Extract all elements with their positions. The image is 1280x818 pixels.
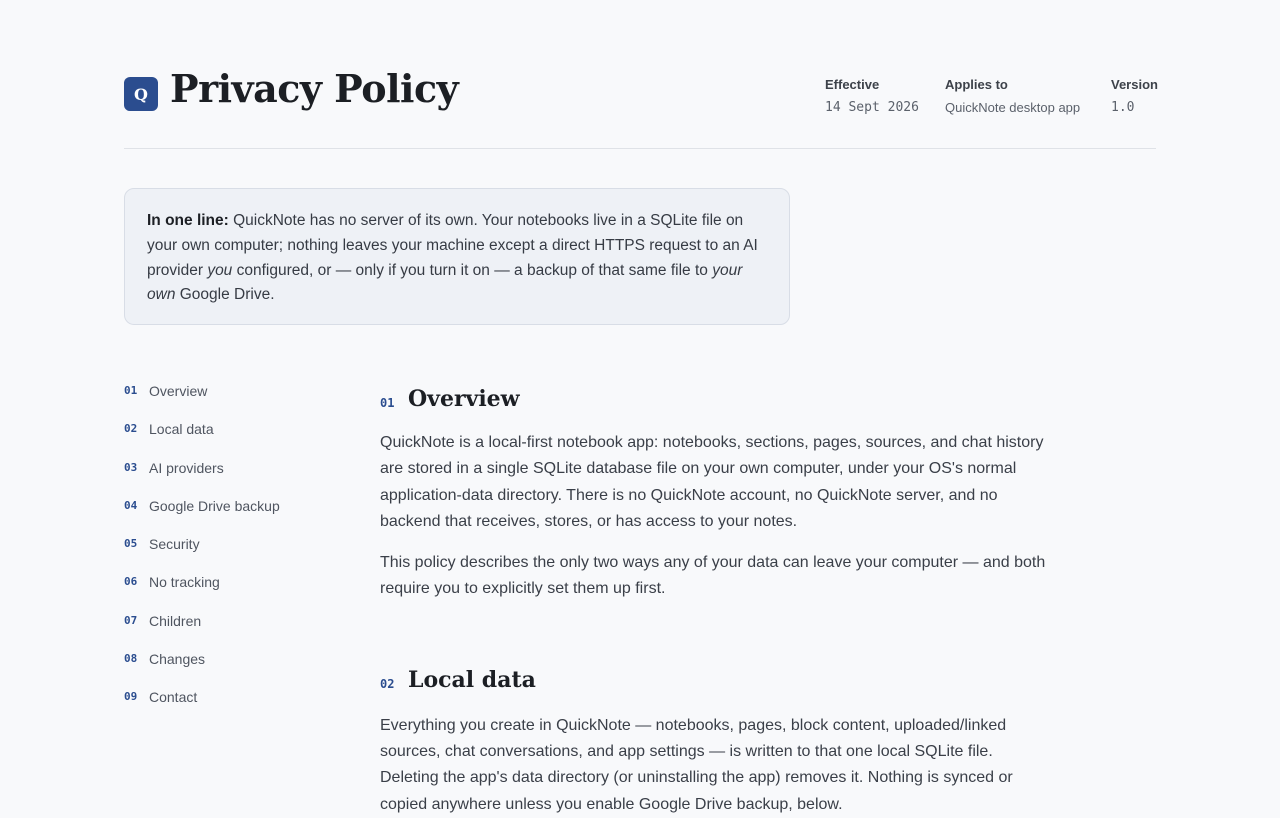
toc-label: Changes [149,651,206,668]
toc-label: Security [149,536,200,553]
section-paragraph: This policy describes the only two ways any of your data can leave your computer — and both require you to explicitly set them up first. [380,554,1046,598]
summary-callout [124,188,790,325]
section-heading [380,380,1052,420]
toc-item-ai-providers[interactable] [124,457,344,495]
toc-item-no-tracking[interactable] [124,571,344,609]
toc-label: Contact [149,689,198,706]
section-title: Overview [408,386,520,412]
page-header [124,60,1156,149]
table-of-contents [124,380,344,725]
toc-item-children[interactable] [124,610,344,648]
section-local-data [380,661,1052,818]
toc-number: 01 [124,384,138,397]
toc-item-security[interactable] [124,533,344,571]
section-heading [380,661,1052,701]
summary-text-3: Google Drive. [175,286,275,304]
toc-item-contact[interactable] [124,686,344,724]
section-number: 01 [380,396,395,410]
toc-label: Google Drive backup [149,497,280,514]
toc-label: AI providers [149,459,224,476]
toc-label: Overview [149,383,208,399]
toc-item-local-data[interactable] [124,418,344,456]
meta-effective [825,76,919,117]
section-title: Local data [408,666,536,693]
section-paragraph: Everything you create in QuickNote — notebooks, pages, block content, uploaded/linked sources, chat conversations, and app settings — is written to that one local SQLite file. Deleting the app's data directory (or uninstalling the app) removes it. Nothing is synced or copied anywhere unless you enable Google Drive backup, below. [380,716,1013,813]
meta-effective-value: 14 Sept 2026 [825,100,919,115]
summary-emphasis-2: your own [147,261,743,304]
meta-applies-label: Applies to [945,77,1008,92]
toc-number: 06 [124,575,138,589]
toc-number: 07 [124,613,138,627]
meta-version-label: Version [1111,77,1158,92]
summary-emphasis-1: you [207,261,233,279]
toc-item-google-drive-backup[interactable] [124,495,344,533]
section-number: 02 [380,676,395,691]
toc-label: Local data [149,421,214,438]
page-title: Privacy Policy [170,66,459,111]
meta-applies-to [945,76,1080,117]
meta-version [1111,76,1158,117]
summary-text-2: configured, or — only if you turn it on — a backup of that same file to [232,261,713,279]
toc-label: Children [149,612,202,629]
toc-number: 08 [124,652,138,666]
summary-text-1: QuickNote has no server of its own. Your notebooks live in a SQLite file on your own computer; nothing leaves your machine except a direct HTTPS request to an AI provider [147,212,758,279]
toc-number: 09 [124,690,138,704]
toc-number: 02 [124,422,138,436]
toc-item-overview[interactable] [124,380,344,418]
section-paragraph: QuickNote is a local-first notebook app: notebooks, sections, pages, sources, and chat history are stored in a single SQLite database file on your own computer, under your OS's normal application-data directory. There is no QuickNote account, no QuickNote server, and no backend that receives, stores, or has access to your notes. [380,434,1044,530]
toc-label: No tracking [149,574,220,591]
meta-effective-label: Effective [825,77,880,92]
summary-lead: In one line: [147,212,229,229]
app-logo: Q [124,77,158,111]
section-overview [380,380,1052,603]
toc-item-changes[interactable] [124,648,344,686]
policy-content [380,380,1052,818]
meta-version-value: 1.0 [1111,100,1135,115]
toc-number: 04 [124,498,138,512]
toc-number: 03 [124,460,138,474]
toc-number: 05 [124,537,138,551]
meta-applies-value: QuickNote desktop app [945,100,1081,115]
